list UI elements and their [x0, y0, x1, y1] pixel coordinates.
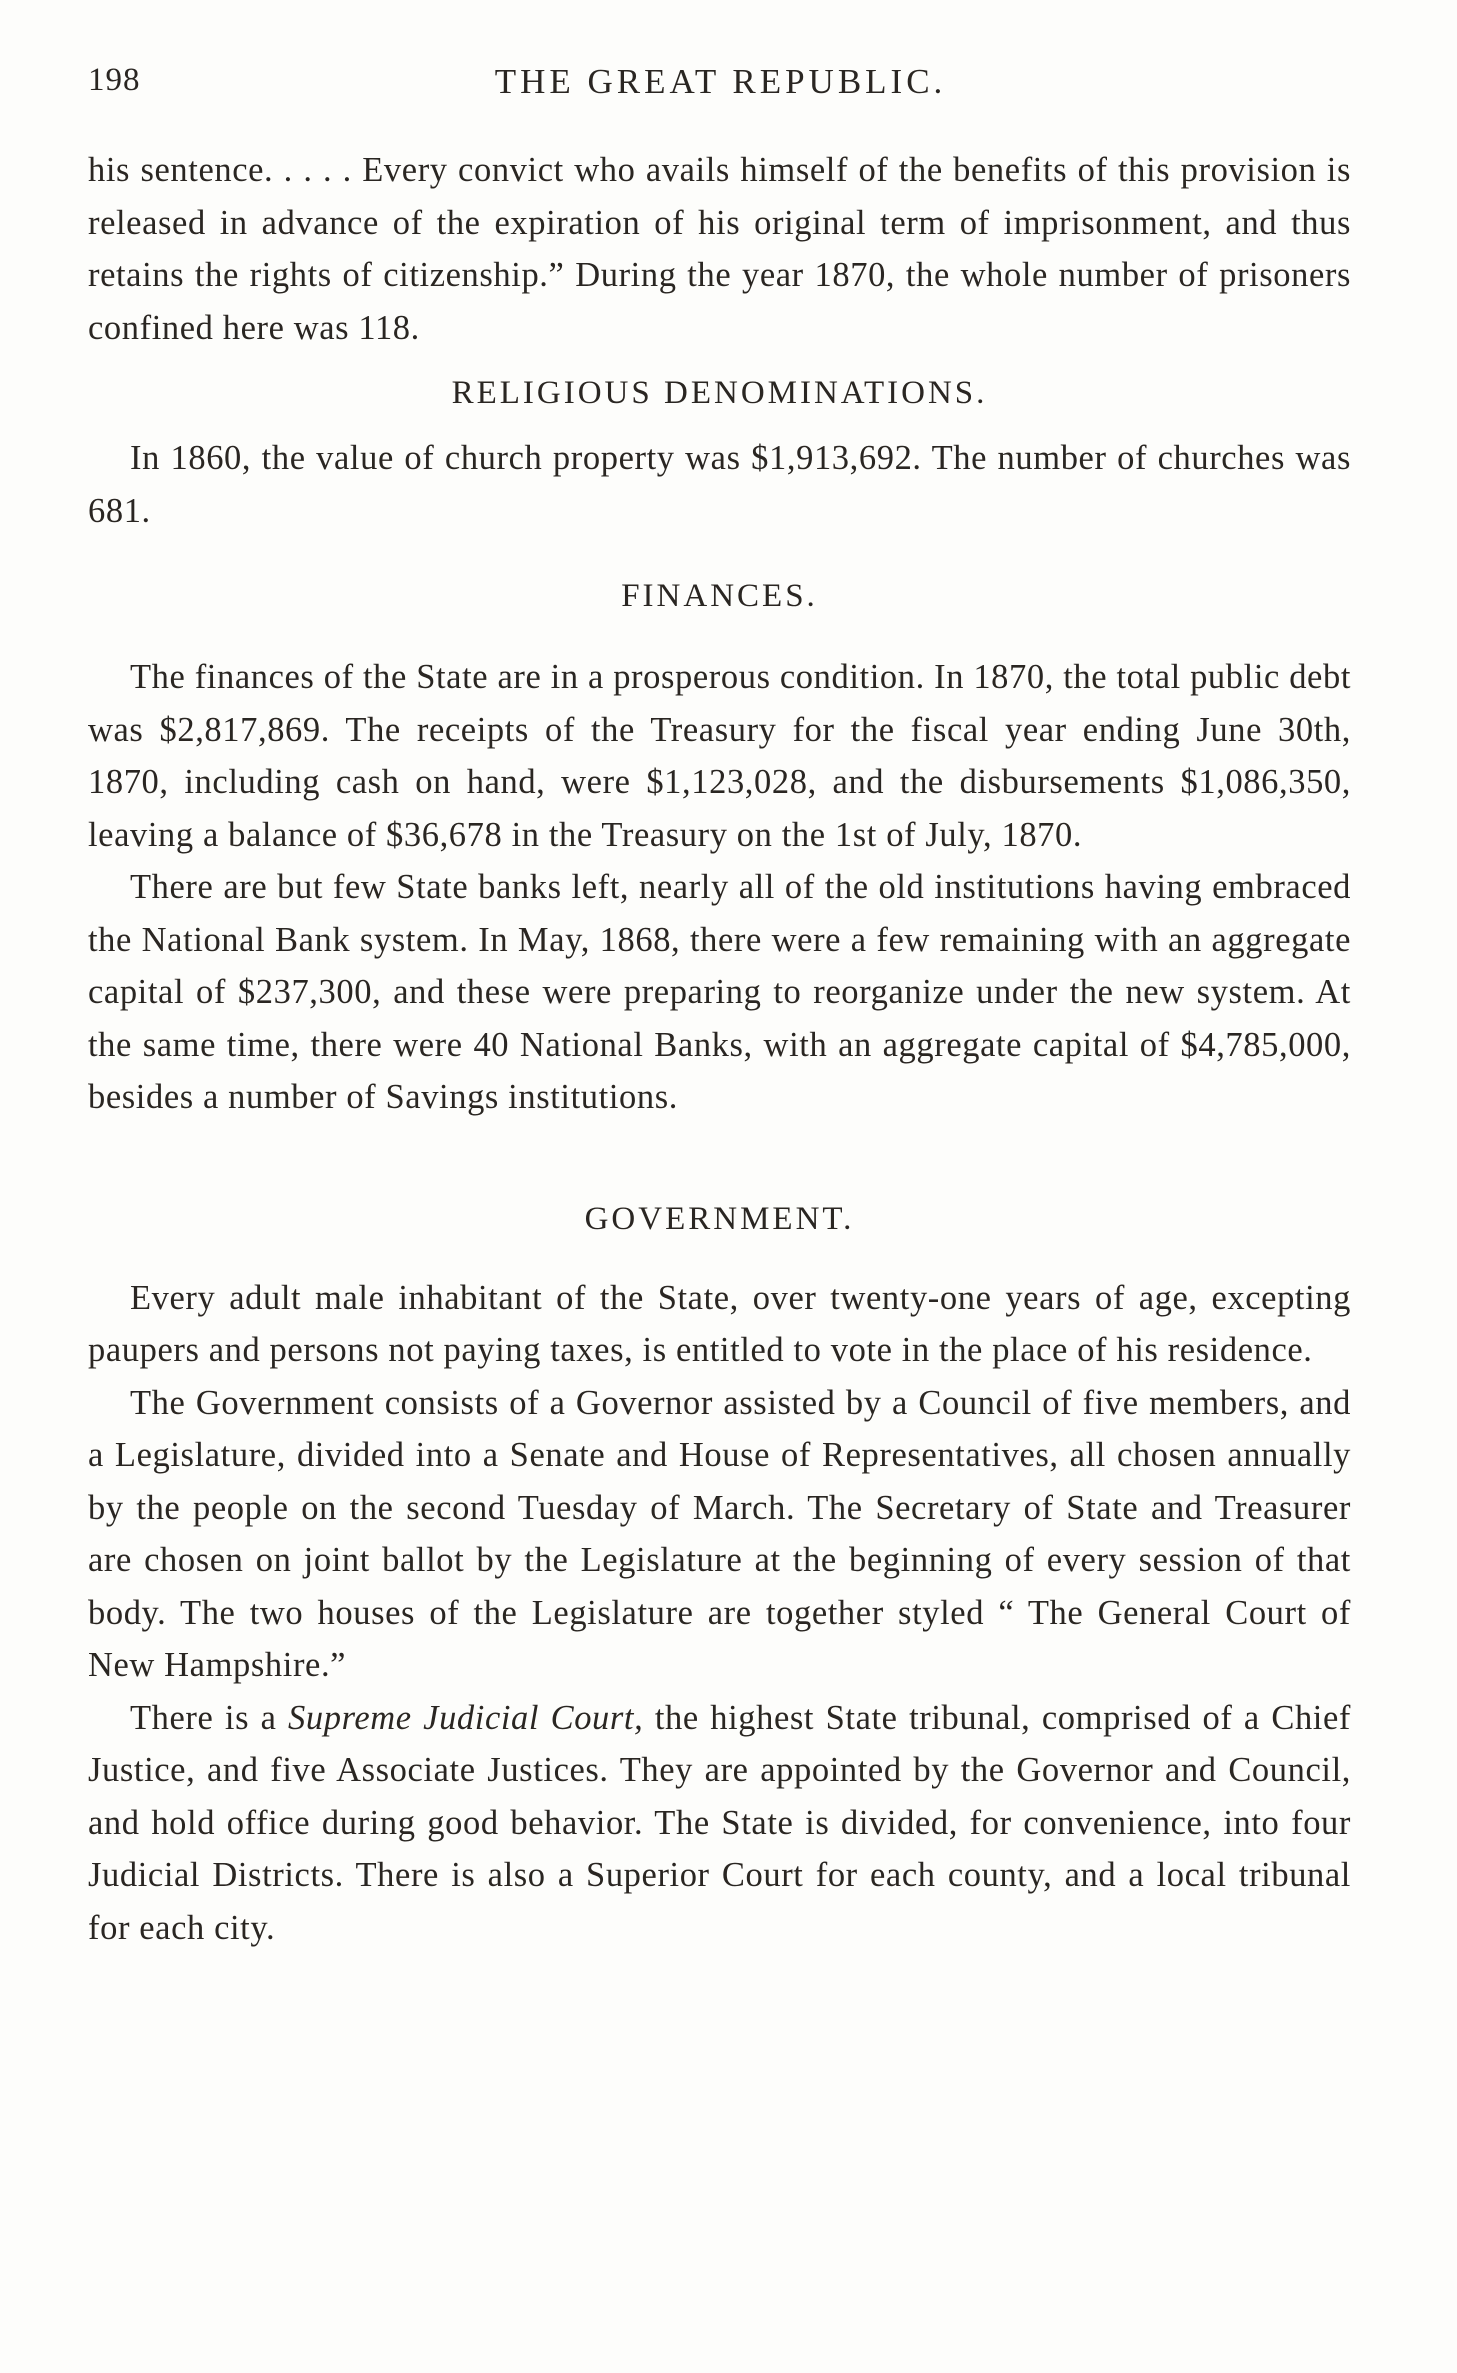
religious-paragraph: In 1860, the value of church property was $1,913,692. The number of churches was 681. — [88, 439, 1351, 530]
supreme-judicial-court-italic: Supreme Judicial Court, — [288, 1698, 644, 1737]
page-body — [88, 144, 1351, 1954]
government-paragraph-1: Every adult male inhabitant of the State, over twenty-one years of age, excepting paupers and persons not paying taxes, is entitled to vote in the place of his residence. — [88, 1278, 1351, 1369]
court-text-before: There is a — [130, 1698, 289, 1737]
running-title: THE GREAT REPUBLIC. — [494, 62, 947, 101]
finances-paragraph-1: The finances of the State are in a prosperous condition. In 1870, the total public debt was $2,817,869. The receipts of the Treasury for the fiscal year ending June 30th, 1870, including cash on hand, were $1,123,028, and the disbursements $1,086,350, leaving a balance of $36,678 in the Treasury on the 1st of July, 1870. — [88, 658, 1351, 854]
finances-paragraph-2: There are but few State banks left, nearly all of the old institutions having embraced the National Bank system. In May, 1868, there were a few remaining with an aggregate capital of $237,300, and these were preparing to reorganize under the new system. At the same time, there were 40 National Banks, with an aggregate capital of $4,785,000, besides a number of Savings institutions. — [88, 868, 1351, 1116]
running-head — [88, 62, 1353, 112]
page-number: 198 — [88, 62, 141, 98]
court-text-after: the highest State tribunal, comprised of a Chief Justice, and five Associate Justices. They are appointed by the Governor and Council, and hold office during good behavior. The State is divided, for convenience, into four Judicial Districts. There is also a Superior Court for each county, and a local tribunal for each city. — [88, 1698, 1351, 1947]
finances-heading: FINANCES. — [621, 578, 818, 614]
government-paragraph-3 — [88, 1692, 1351, 1955]
government-paragraph-2: The Government consists of a Governor assisted by a Council of five members, and a Legislature, divided into a Senate and House of Representatives, all chosen annually by the people on the second Tuesday of March. The Secretary of State and Treasurer are chosen on joint ballot by the Legislature at the beginning of every session of that body. The two houses of the Legislature are together styled “ The General Court of New Hampshire.” — [88, 1383, 1351, 1684]
intro-paragraph: his sentence. . . . . Every convict who avails himself of the benefits of this provision is released in advance of the expiration of his original term of imprisonment, and thus retains the rights of citizenship.” During the year 1870, the whole number of prisoners confined here was 118. — [88, 151, 1351, 347]
government-heading: GOVERNMENT. — [584, 1200, 855, 1237]
religious-denominations-heading: RELIGIOUS DENOMINATIONS. — [451, 375, 988, 411]
